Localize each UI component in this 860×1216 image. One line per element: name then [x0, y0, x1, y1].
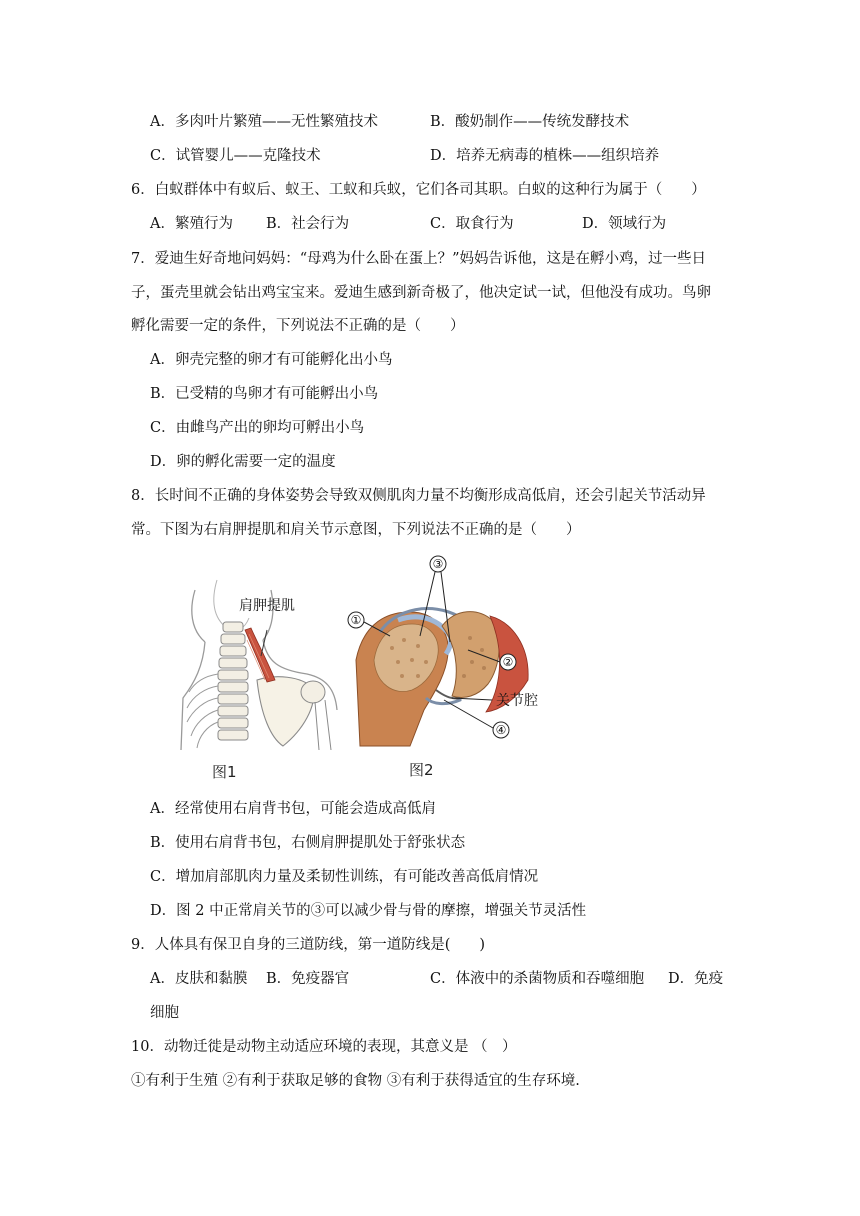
q6-option-d: D．领域行为 — [582, 216, 667, 232]
q6-option-b: B．社会行为 — [266, 216, 350, 232]
q6-option-a: A．繁殖行为 — [150, 216, 233, 232]
figure-2-shoulder-joint — [340, 550, 555, 750]
q5-option-b: B．酸奶制作——传统发酵技术 — [430, 114, 630, 130]
q7-option-a: A．卵壳完整的卵才有可能孵化出小鸟 — [150, 352, 393, 368]
q9-option-d: D．免疫 — [668, 971, 724, 987]
fig2-marker-3: ③ — [432, 557, 444, 571]
q7-option-b: B．已受精的鸟卵才有可能孵出小鸟 — [150, 386, 379, 402]
q6-option-c: C．取食行为 — [430, 216, 514, 232]
q8-stem-line1: 8．长时间不正确的身体姿势会导致双侧肌肉力量不均衡形成高低肩，还会引起关节活动异 — [131, 488, 706, 504]
q7-stem-line3: 孵化需要一定的条件，下列说法不正确的是（ ） — [131, 318, 465, 334]
q5-option-d: D．培养无病毒的植株——组织培养 — [430, 148, 660, 164]
q9-option-c: C．体液中的杀菌物质和吞噬细胞 — [430, 971, 645, 987]
q6-stem: 6．白蚁群体中有蚁后、蚁王、工蚁和兵蚁，它们各司其职。白蚁的这种行为属于（ ） — [131, 182, 706, 198]
fig1-muscle-label: 肩胛提肌 — [239, 598, 295, 614]
q7-option-d: D．卵的孵化需要一定的温度 — [150, 454, 336, 470]
fig2-marker-1: ① — [350, 613, 362, 627]
q10-statements: ①有利于生殖 ②有利于获取足够的食物 ③有利于获得适宜的生存环境. — [131, 1073, 580, 1089]
q8-option-b: B．使用右肩背书包，右侧肩胛提肌处于舒张状态 — [150, 835, 466, 851]
fig2-marker-2: ② — [502, 655, 514, 669]
q7-option-c: C．由雌鸟产出的卵均可孵出小鸟 — [150, 420, 365, 436]
figure-1-shoulder-muscle — [175, 570, 345, 755]
q8-option-a: A．经常使用右肩背书包，可能会造成高低肩 — [150, 801, 436, 817]
q10-stem: 10．动物迁徙是动物主动适应环境的表现，其意义是 （ ） — [131, 1039, 517, 1055]
q9-stem: 9．人体具有保卫自身的三道防线，第一道防线是( ) — [131, 937, 486, 953]
fig2-marker-4: ④ — [495, 723, 507, 737]
figure-1-caption: 图1 — [212, 763, 237, 781]
figure-2-caption: 图2 — [409, 761, 434, 779]
q9-option-a: A．皮肤和黏膜 — [150, 971, 248, 987]
q7-stem-line2: 子，蛋壳里就会钻出鸡宝宝来。爱迪生感到新奇极了，他决定试一试，但他没有成功。鸟卵 — [131, 285, 711, 301]
q8-option-d: D．图 2 中正常肩关节的③可以减少骨与骨的摩擦，增强关节灵活性 — [150, 903, 587, 919]
q8-option-c: C．增加肩部肌肉力量及柔韧性训练，有可能改善高低肩情况 — [150, 869, 539, 885]
q5-option-a: A．多肉叶片繁殖——无性繁殖技术 — [150, 114, 378, 130]
fig2-joint-cavity-label: 关节腔 — [496, 693, 538, 709]
q7-stem-line1: 7．爱迪生好奇地问妈妈：“母鸡为什么卧在蛋上？”妈妈告诉他，这是在孵小鸡，过一些日 — [131, 251, 707, 267]
q8-stem-line2: 常。下图为右肩胛提肌和肩关节示意图，下列说法不正确的是（ ） — [131, 522, 581, 538]
q9-option-d-continuation: 细胞 — [150, 1005, 179, 1021]
q9-option-b: B．免疫器官 — [266, 971, 350, 987]
q5-option-c: C．试管婴儿——克隆技术 — [150, 148, 321, 164]
